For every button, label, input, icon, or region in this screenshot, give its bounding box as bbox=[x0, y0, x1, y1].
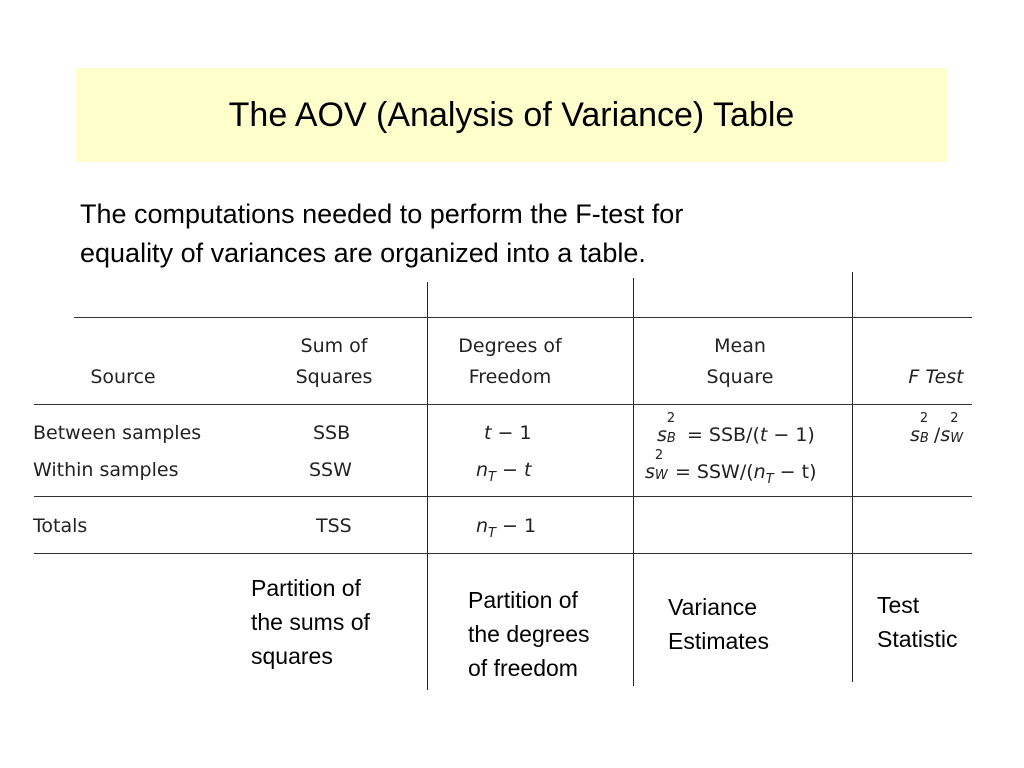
row-totals-source: Totals bbox=[33, 515, 88, 537]
row-between-f: s 2 B /s 2 W bbox=[910, 411, 964, 446]
divider-ms-f bbox=[852, 272, 853, 682]
row-between-source: Between samples bbox=[33, 422, 202, 444]
row-totals-df: $n_T - 1$ bbox=[476, 515, 537, 541]
note-sums-of-squares: Partition of the sums of squares bbox=[251, 575, 370, 669]
intro-paragraph bbox=[80, 195, 900, 273]
row-between-ms: s 2 B = SSB/(t − 1) bbox=[657, 411, 815, 446]
row-within-ms: s 2 W = SSW/$(n_T - t)$ bbox=[645, 448, 817, 487]
divider-ss-df bbox=[427, 282, 428, 690]
header-source: Source bbox=[90, 366, 156, 388]
row-between-df: t − 1 bbox=[484, 422, 532, 444]
row-within-source: Within samples bbox=[33, 459, 179, 481]
table-header-rule bbox=[34, 404, 972, 405]
slide-title: The AOV (Analysis of Variance) Table bbox=[228, 95, 795, 134]
table-top-rule bbox=[74, 317, 972, 318]
row-between-ss: SSB bbox=[313, 422, 351, 444]
header-sum-of-squares: Sum of Squares bbox=[295, 335, 373, 388]
header-f-test: F Test bbox=[908, 366, 964, 388]
table-bottom-rule bbox=[34, 553, 972, 554]
divider-df-ms bbox=[633, 278, 634, 686]
note-degrees-of-freedom: Partition of the degrees of freedom bbox=[468, 587, 590, 681]
row-totals-ss: TSS bbox=[316, 515, 352, 537]
note-variance-estimates: Variance Estimates bbox=[668, 594, 769, 654]
table-body-rule bbox=[34, 496, 972, 497]
title-banner bbox=[76, 68, 947, 162]
intro-line-2: equality of variances are organized into a table. bbox=[80, 238, 646, 268]
row-within-df: $n_T - t$ bbox=[476, 459, 532, 485]
header-mean-square: Mean Square bbox=[706, 335, 774, 388]
intro-line-1: The computations needed to perform the F-test for bbox=[80, 199, 684, 229]
row-within-ss: SSW bbox=[309, 459, 352, 481]
note-test-statistic: Test Statistic bbox=[877, 592, 958, 652]
header-degrees-of-freedom: Degrees of Freedom bbox=[458, 335, 562, 388]
